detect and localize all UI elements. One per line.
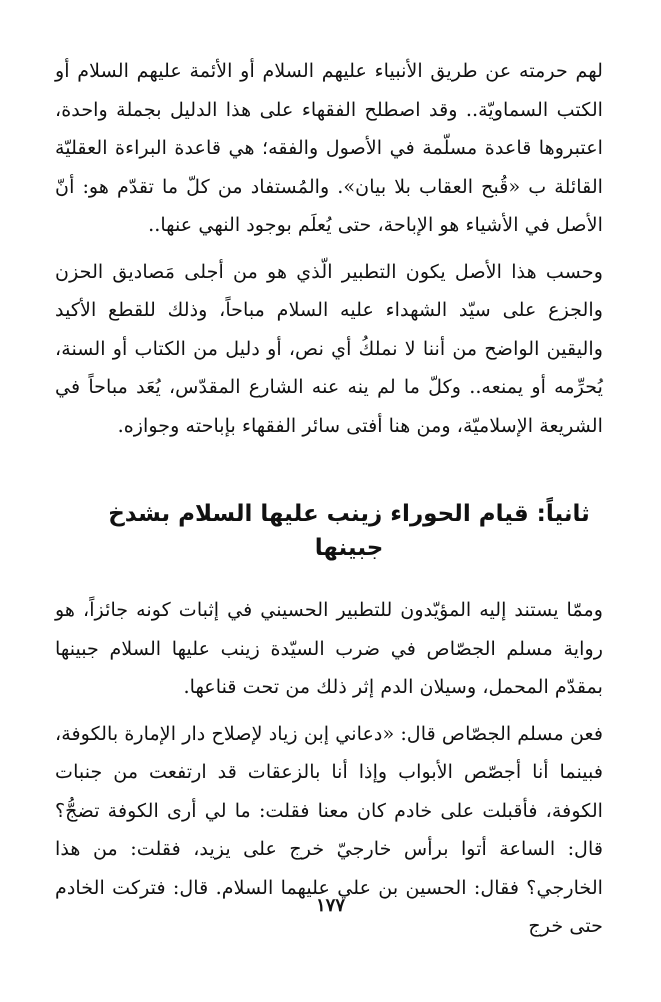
page-number: ١٧٧ bbox=[315, 895, 345, 916]
page-body bbox=[55, 52, 603, 946]
paragraph-4: فعن مسلم الجصّاص قال: «دعاني إبن زياد لإصلاح دار الإمارة بالكوفة، فبينما أنا أجصّص الأبواب وإذا أنا بالزعقات قد ارتفعت من جنبات الكوفة، فأقبلت على خادم كان معنا فقلت: ما لي أرى الكوفة تضجُّ؟ قال: الساعة أتوا برأس خارجيّ خرج على يزيد، فقلت: من هذا الخارجي؟ فقال: الحسين بن علي عليهما السلام. قال: فتركت الخادم حتى خرج bbox=[55, 721, 603, 937]
section-heading: ثانياً: قيام الحوراء زينب عليها السلام بشدخ جبينها bbox=[108, 501, 590, 561]
paragraph-2: وحسب هذا الأصل يكون التطبير الّذي هو من أجلى مَصاديق الحزن والجزع على سيّد الشهداء عليه السلام مباحاً، وذلك للقطع الأكيد واليقين الواضح من أننا لا نملكُ أي نص، أو دليل من الكتاب أو السنة، يُحرِّمه أو يمنعه.. وكلّ ما لم ينه عنه الشارع المقدّس، يُعَد مباحاً في الشريعة الإسلاميّة، ومن هنا أفتى سائر الفقهاء بإباحته وجوازه. bbox=[55, 259, 603, 437]
paragraph-1: لهم حرمته عن طريق الأنبياء عليهم السلام أو الأئمة عليهم السلام أو الكتب السماويّة.. وقد اصطلح الفقهاء على هذا الدليل بجملة واحدة، اعتبروها قاعدة مسلّمة في الأصول والفقه؛ هي قاعدة البراءة العقليّة القائلة ب «قُبح العقاب بلا بيان». والمُستفاد من كلّ ما تقدّم هو: أنّ الأصل في الأشياء هو الإباحة، حتى يُعلَم بوجود النهي عنها.. bbox=[55, 59, 603, 236]
paragraph-3: وممّا يستند إليه المؤيّدون للتطبير الحسيني في إثبات كونه جائزاً، هو رواية مسلم الجصّاص في ضرب السيّدة زينب عليها السلام جبينها بمقدّم المحمل، وسيلان الدم إثر ذلك من تحت قناعها. bbox=[55, 598, 603, 698]
